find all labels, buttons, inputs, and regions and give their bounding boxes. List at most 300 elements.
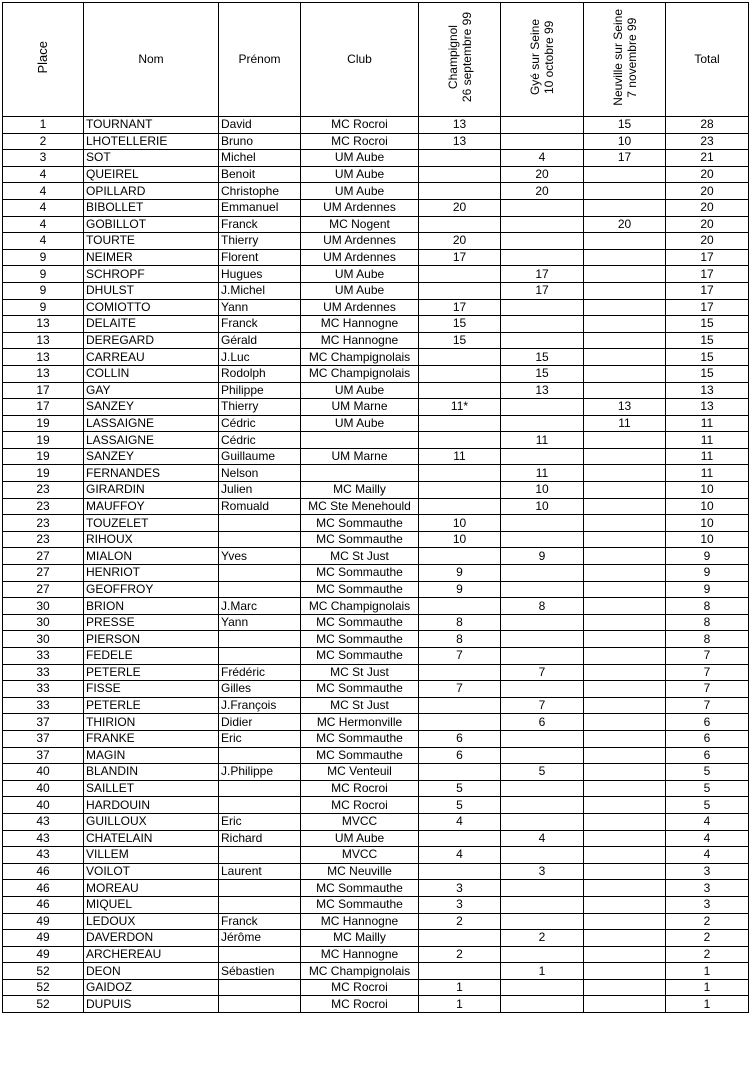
cell-total: 17 — [666, 299, 749, 316]
cell-champignol — [419, 482, 501, 499]
cell-total: 10 — [666, 515, 749, 532]
cell-total: 17 — [666, 282, 749, 299]
table-row — [3, 249, 749, 266]
table-row — [3, 896, 749, 913]
cell-champignol — [419, 365, 501, 382]
cell-champignol — [419, 150, 501, 167]
cell-neuville — [584, 896, 666, 913]
cell-gye — [501, 531, 584, 548]
cell-club: MC Sommauthe — [301, 681, 419, 698]
cell-gye: 4 — [501, 150, 584, 167]
cell-place: 23 — [3, 515, 84, 532]
cell-gye — [501, 332, 584, 349]
cell-neuville — [584, 880, 666, 897]
cell-club: MC Ste Menehould — [301, 498, 419, 515]
cell-neuville — [584, 249, 666, 266]
cell-club: UM Aube — [301, 382, 419, 399]
cell-champignol — [419, 166, 501, 183]
cell-nom: TOURTE — [84, 233, 219, 250]
cell-champignol: 4 — [419, 813, 501, 830]
table-row — [3, 299, 749, 316]
cell-club: MC Sommauthe — [301, 896, 419, 913]
cell-gye: 8 — [501, 598, 584, 615]
header-race-neuville: Neuville sur Seine 7 novembre 99 — [584, 3, 666, 117]
cell-place: 37 — [3, 714, 84, 731]
cell-gye — [501, 515, 584, 532]
cell-neuville: 13 — [584, 399, 666, 416]
cell-prenom: Gérald — [219, 332, 301, 349]
table-row — [3, 764, 749, 781]
cell-prenom — [219, 581, 301, 598]
cell-prenom: Richard — [219, 830, 301, 847]
cell-nom: BRION — [84, 598, 219, 615]
cell-place: 30 — [3, 631, 84, 648]
cell-gye — [501, 797, 584, 814]
cell-prenom: J.Philippe — [219, 764, 301, 781]
table-row — [3, 432, 749, 449]
cell-total: 9 — [666, 581, 749, 598]
cell-champignol — [419, 697, 501, 714]
table-row — [3, 681, 749, 698]
cell-champignol: 6 — [419, 730, 501, 747]
cell-prenom: Michel — [219, 150, 301, 167]
cell-total: 5 — [666, 797, 749, 814]
cell-gye — [501, 780, 584, 797]
cell-nom: LEDOUX — [84, 913, 219, 930]
table-row — [3, 946, 749, 963]
cell-place: 46 — [3, 863, 84, 880]
cell-neuville — [584, 598, 666, 615]
cell-total: 1 — [666, 963, 749, 980]
cell-neuville — [584, 697, 666, 714]
cell-nom: GAY — [84, 382, 219, 399]
cell-nom: DHULST — [84, 282, 219, 299]
table-row — [3, 913, 749, 930]
cell-club: UM Ardennes — [301, 199, 419, 216]
cell-nom: VOILOT — [84, 863, 219, 880]
cell-total: 6 — [666, 747, 749, 764]
cell-place: 33 — [3, 681, 84, 698]
cell-prenom — [219, 780, 301, 797]
header-nom: Nom — [84, 3, 219, 117]
cell-gye: 15 — [501, 365, 584, 382]
cell-nom: GIRARDIN — [84, 482, 219, 499]
cell-club: MC Hannogne — [301, 946, 419, 963]
cell-nom: DUPUIS — [84, 996, 219, 1013]
cell-nom: SAILLET — [84, 780, 219, 797]
table-row — [3, 150, 749, 167]
cell-total: 7 — [666, 648, 749, 665]
cell-place: 40 — [3, 797, 84, 814]
cell-total: 17 — [666, 266, 749, 283]
header-total: Total — [666, 3, 749, 117]
cell-nom: VILLEM — [84, 847, 219, 864]
cell-place: 46 — [3, 896, 84, 913]
cell-neuville — [584, 183, 666, 200]
cell-gye: 7 — [501, 697, 584, 714]
cell-prenom: Franck — [219, 216, 301, 233]
cell-prenom: Gilles — [219, 681, 301, 698]
cell-gye — [501, 614, 584, 631]
cell-prenom: J.Michel — [219, 282, 301, 299]
cell-neuville — [584, 316, 666, 333]
cell-total: 7 — [666, 697, 749, 714]
cell-place: 40 — [3, 764, 84, 781]
cell-place: 43 — [3, 830, 84, 847]
cell-gye — [501, 299, 584, 316]
cell-neuville — [584, 979, 666, 996]
cell-nom: FEDELE — [84, 648, 219, 665]
cell-place: 30 — [3, 598, 84, 615]
cell-nom: LHOTELLERIE — [84, 133, 219, 150]
cell-nom: GEOFFROY — [84, 581, 219, 598]
cell-prenom: Laurent — [219, 863, 301, 880]
cell-club: MC Champignolais — [301, 365, 419, 382]
cell-place: 9 — [3, 266, 84, 283]
cell-neuville — [584, 714, 666, 731]
cell-gye — [501, 415, 584, 432]
cell-club: MC Rocroi — [301, 797, 419, 814]
cell-club: UM Ardennes — [301, 249, 419, 266]
cell-gye — [501, 896, 584, 913]
cell-place: 52 — [3, 963, 84, 980]
cell-place: 37 — [3, 730, 84, 747]
cell-club: MC Sommauthe — [301, 565, 419, 582]
cell-prenom: David — [219, 117, 301, 134]
cell-neuville — [584, 448, 666, 465]
cell-club: MC Mailly — [301, 930, 419, 947]
cell-prenom: Jérôme — [219, 930, 301, 947]
cell-gye — [501, 249, 584, 266]
table-row — [3, 581, 749, 598]
cell-champignol: 1 — [419, 979, 501, 996]
table-row — [3, 996, 749, 1013]
cell-club: MC Sommauthe — [301, 515, 419, 532]
cell-nom: QUEIREL — [84, 166, 219, 183]
cell-nom: GOBILLOT — [84, 216, 219, 233]
cell-gye: 20 — [501, 166, 584, 183]
cell-club: MC Champignolais — [301, 349, 419, 366]
table-row — [3, 349, 749, 366]
table-row — [3, 465, 749, 482]
cell-club: MC Hermonville — [301, 714, 419, 731]
cell-total: 10 — [666, 482, 749, 499]
cell-nom: HENRIOT — [84, 565, 219, 582]
cell-champignol: 11* — [419, 399, 501, 416]
cell-club: UM Marne — [301, 448, 419, 465]
cell-total: 11 — [666, 432, 749, 449]
cell-total: 4 — [666, 813, 749, 830]
table-row — [3, 498, 749, 515]
cell-neuville — [584, 847, 666, 864]
cell-prenom: Christophe — [219, 183, 301, 200]
cell-neuville — [584, 166, 666, 183]
cell-nom: PETERLE — [84, 664, 219, 681]
cell-total: 7 — [666, 681, 749, 698]
cell-champignol — [419, 349, 501, 366]
cell-prenom: Franck — [219, 316, 301, 333]
cell-total: 15 — [666, 349, 749, 366]
cell-prenom — [219, 946, 301, 963]
cell-gye — [501, 813, 584, 830]
cell-prenom: Philippe — [219, 382, 301, 399]
cell-neuville — [584, 531, 666, 548]
cell-club: MC Hannogne — [301, 316, 419, 333]
cell-club: MC Sommauthe — [301, 648, 419, 665]
cell-club: MC Nogent — [301, 216, 419, 233]
cell-champignol — [419, 963, 501, 980]
table-row — [3, 697, 749, 714]
cell-prenom: Franck — [219, 913, 301, 930]
cell-place: 1 — [3, 117, 84, 134]
cell-neuville — [584, 382, 666, 399]
cell-nom: GUILLOUX — [84, 813, 219, 830]
cell-gye: 11 — [501, 465, 584, 482]
cell-gye: 4 — [501, 830, 584, 847]
cell-place: 30 — [3, 614, 84, 631]
cell-nom: COLLIN — [84, 365, 219, 382]
cell-champignol: 7 — [419, 648, 501, 665]
cell-club: MVCC — [301, 847, 419, 864]
header-race-gye: Gyé sur Seine 10 octobre 99 — [501, 3, 584, 117]
cell-place: 27 — [3, 548, 84, 565]
cell-club: UM Aube — [301, 415, 419, 432]
table-row — [3, 880, 749, 897]
cell-neuville — [584, 282, 666, 299]
cell-prenom: Cédric — [219, 415, 301, 432]
cell-gye — [501, 133, 584, 150]
cell-neuville — [584, 482, 666, 499]
cell-gye — [501, 316, 584, 333]
cell-neuville — [584, 996, 666, 1013]
cell-club: MVCC — [301, 813, 419, 830]
cell-club: UM Aube — [301, 830, 419, 847]
cell-champignol — [419, 598, 501, 615]
cell-total: 6 — [666, 730, 749, 747]
cell-neuville: 17 — [584, 150, 666, 167]
cell-nom: PETERLE — [84, 697, 219, 714]
cell-gye: 9 — [501, 548, 584, 565]
table-row — [3, 316, 749, 333]
cell-neuville — [584, 681, 666, 698]
cell-prenom: Romuald — [219, 498, 301, 515]
cell-gye — [501, 996, 584, 1013]
cell-gye: 2 — [501, 930, 584, 947]
cell-gye: 17 — [501, 266, 584, 283]
cell-total: 20 — [666, 183, 749, 200]
table-row — [3, 797, 749, 814]
cell-prenom: Guillaume — [219, 448, 301, 465]
table-row — [3, 930, 749, 947]
cell-prenom — [219, 747, 301, 764]
table-row — [3, 183, 749, 200]
cell-total: 21 — [666, 150, 749, 167]
cell-champignol: 17 — [419, 299, 501, 316]
cell-place: 49 — [3, 930, 84, 947]
cell-champignol — [419, 382, 501, 399]
table-row — [3, 714, 749, 731]
cell-club: UM Aube — [301, 166, 419, 183]
cell-gye: 13 — [501, 382, 584, 399]
cell-place: 19 — [3, 465, 84, 482]
cell-neuville — [584, 946, 666, 963]
cell-nom: THIRION — [84, 714, 219, 731]
cell-neuville — [584, 730, 666, 747]
cell-prenom — [219, 847, 301, 864]
cell-gye: 5 — [501, 764, 584, 781]
cell-club: MC St Just — [301, 548, 419, 565]
table-row — [3, 664, 749, 681]
cell-champignol — [419, 216, 501, 233]
table-row — [3, 282, 749, 299]
cell-gye — [501, 946, 584, 963]
cell-place: 40 — [3, 780, 84, 797]
cell-neuville — [584, 515, 666, 532]
cell-gye: 20 — [501, 183, 584, 200]
cell-champignol — [419, 863, 501, 880]
cell-place: 52 — [3, 996, 84, 1013]
cell-club: UM Ardennes — [301, 233, 419, 250]
cell-total: 6 — [666, 714, 749, 731]
cell-nom: DAVERDON — [84, 930, 219, 947]
cell-total: 3 — [666, 896, 749, 913]
cell-gye — [501, 399, 584, 416]
cell-total: 7 — [666, 664, 749, 681]
cell-total: 13 — [666, 382, 749, 399]
cell-gye — [501, 648, 584, 665]
cell-total: 2 — [666, 913, 749, 930]
cell-champignol — [419, 548, 501, 565]
cell-champignol — [419, 714, 501, 731]
cell-club: MC Rocroi — [301, 117, 419, 134]
cell-nom: DEREGARD — [84, 332, 219, 349]
cell-champignol: 7 — [419, 681, 501, 698]
cell-total: 20 — [666, 216, 749, 233]
cell-neuville — [584, 963, 666, 980]
cell-club: MC Rocroi — [301, 780, 419, 797]
table-row — [3, 830, 749, 847]
cell-nom: CHATELAIN — [84, 830, 219, 847]
cell-prenom: Eric — [219, 813, 301, 830]
cell-gye: 11 — [501, 432, 584, 449]
cell-club: UM Aube — [301, 266, 419, 283]
cell-champignol: 2 — [419, 913, 501, 930]
cell-champignol: 5 — [419, 797, 501, 814]
cell-champignol: 17 — [419, 249, 501, 266]
cell-club: MC St Just — [301, 697, 419, 714]
cell-nom: FISSE — [84, 681, 219, 698]
cell-place: 9 — [3, 249, 84, 266]
cell-place: 4 — [3, 216, 84, 233]
header-place: Place — [3, 3, 84, 117]
cell-gye — [501, 681, 584, 698]
cell-place: 19 — [3, 432, 84, 449]
cell-gye — [501, 565, 584, 582]
cell-neuville: 20 — [584, 216, 666, 233]
cell-gye: 3 — [501, 863, 584, 880]
table-row — [3, 415, 749, 432]
cell-nom: PRESSE — [84, 614, 219, 631]
table-row — [3, 216, 749, 233]
cell-nom: MAGIN — [84, 747, 219, 764]
cell-club — [301, 465, 419, 482]
cell-champignol: 5 — [419, 780, 501, 797]
cell-total: 11 — [666, 448, 749, 465]
cell-place: 4 — [3, 233, 84, 250]
cell-total: 1 — [666, 996, 749, 1013]
cell-champignol — [419, 282, 501, 299]
cell-total: 8 — [666, 631, 749, 648]
cell-total: 10 — [666, 531, 749, 548]
cell-neuville — [584, 780, 666, 797]
table-row — [3, 382, 749, 399]
cell-prenom — [219, 797, 301, 814]
cell-neuville — [584, 913, 666, 930]
cell-place: 43 — [3, 813, 84, 830]
cell-place: 19 — [3, 415, 84, 432]
cell-total: 5 — [666, 780, 749, 797]
cell-nom: SCHROPF — [84, 266, 219, 283]
cell-place: 33 — [3, 648, 84, 665]
table-row — [3, 730, 749, 747]
cell-gye: 15 — [501, 349, 584, 366]
cell-club: UM Aube — [301, 150, 419, 167]
cell-champignol: 3 — [419, 896, 501, 913]
cell-place: 9 — [3, 282, 84, 299]
table-row — [3, 780, 749, 797]
cell-gye: 17 — [501, 282, 584, 299]
cell-champignol — [419, 415, 501, 432]
cell-total: 20 — [666, 199, 749, 216]
cell-place: 17 — [3, 382, 84, 399]
cell-prenom — [219, 648, 301, 665]
cell-neuville — [584, 432, 666, 449]
cell-place: 27 — [3, 565, 84, 582]
cell-club: MC Rocroi — [301, 996, 419, 1013]
table-row — [3, 963, 749, 980]
cell-total: 28 — [666, 117, 749, 134]
table-row — [3, 631, 749, 648]
cell-place: 17 — [3, 399, 84, 416]
cell-neuville: 11 — [584, 415, 666, 432]
cell-place: 2 — [3, 133, 84, 150]
cell-champignol — [419, 830, 501, 847]
cell-prenom — [219, 979, 301, 996]
table-row — [3, 365, 749, 382]
cell-club: MC St Just — [301, 664, 419, 681]
cell-nom: COMIOTTO — [84, 299, 219, 316]
cell-champignol: 20 — [419, 199, 501, 216]
cell-club: MC Sommauthe — [301, 531, 419, 548]
table-row — [3, 847, 749, 864]
header-club: Club — [301, 3, 419, 117]
cell-place: 33 — [3, 697, 84, 714]
cell-place: 13 — [3, 349, 84, 366]
cell-prenom: J.Luc — [219, 349, 301, 366]
cell-club: MC Hannogne — [301, 332, 419, 349]
cell-champignol — [419, 183, 501, 200]
cell-place: 4 — [3, 183, 84, 200]
cell-neuville — [584, 565, 666, 582]
cell-champignol: 6 — [419, 747, 501, 764]
cell-club: MC Champignolais — [301, 963, 419, 980]
cell-nom: TOUZELET — [84, 515, 219, 532]
cell-nom: BIBOLLET — [84, 199, 219, 216]
cell-prenom: Julien — [219, 482, 301, 499]
cell-club: MC Mailly — [301, 482, 419, 499]
cell-total: 15 — [666, 332, 749, 349]
cell-nom: LASSAIGNE — [84, 415, 219, 432]
